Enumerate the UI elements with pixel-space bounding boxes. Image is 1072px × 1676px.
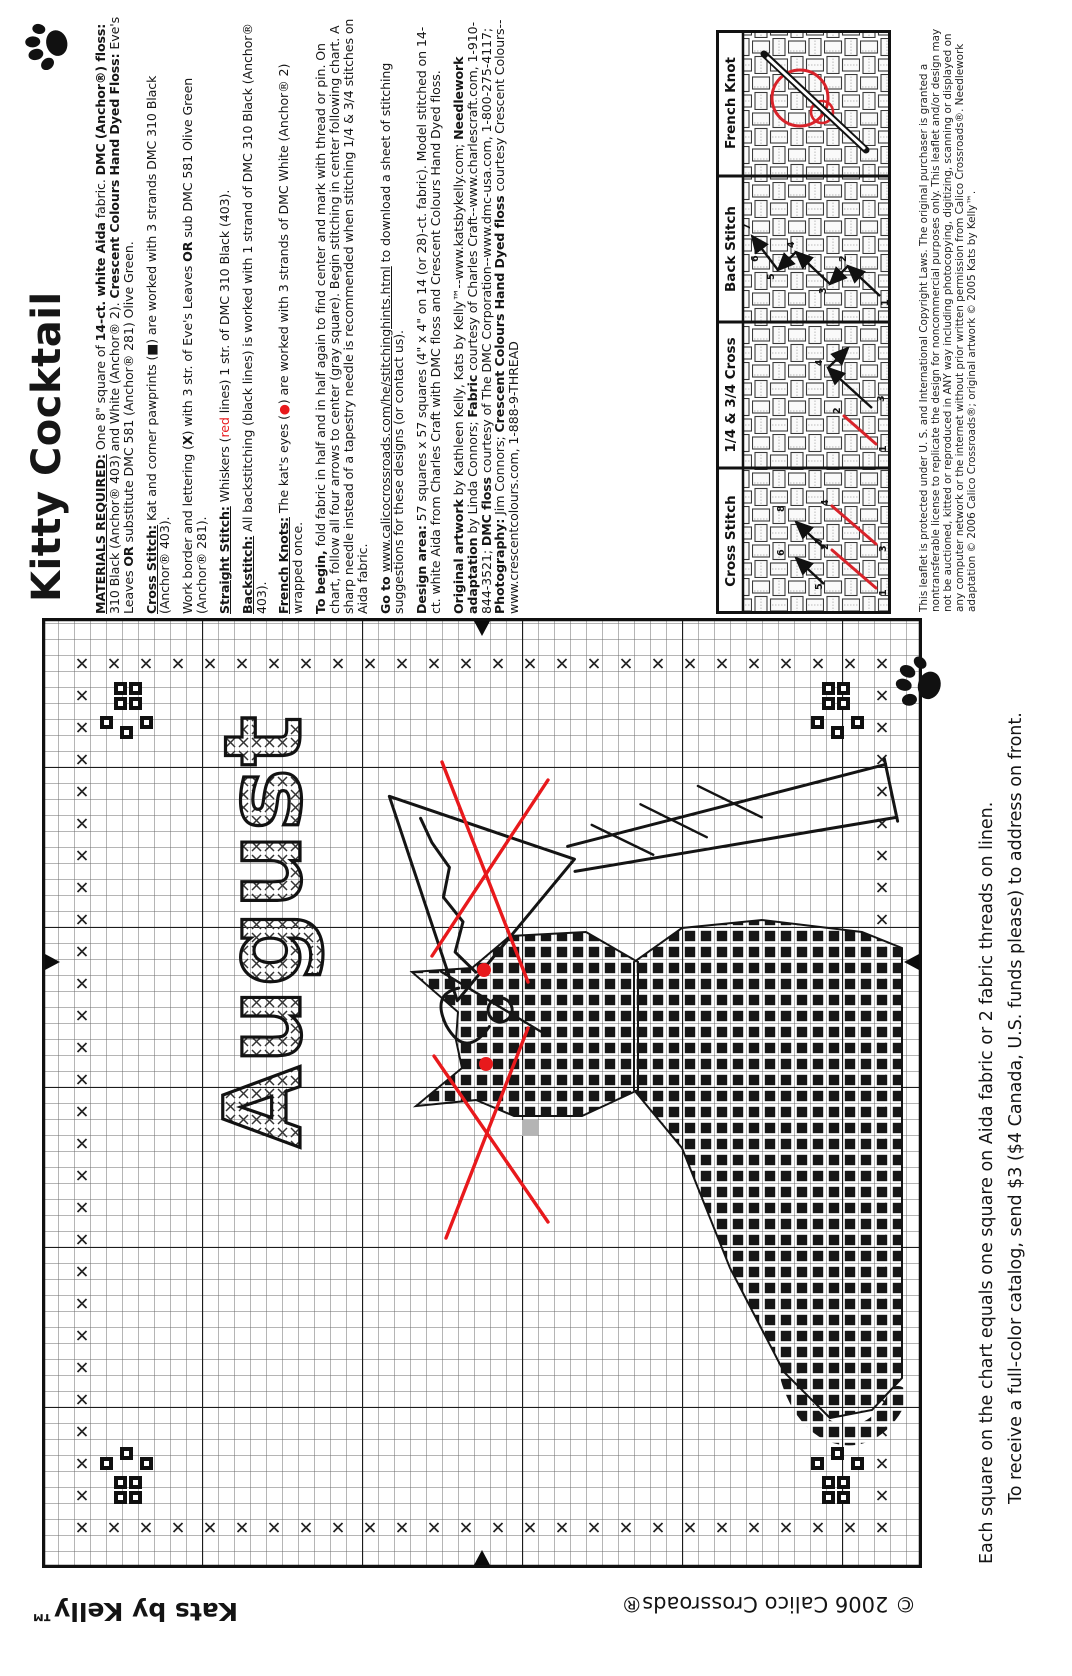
stitching-hints-paragraph: Go to www.calicocrossroads.com/he/stitchinghints.html to download a sheet of stitching suggestions for these designs (or contact us). — [377, 62, 407, 614]
legend-label-quarter-cross: 1/4 & 3/4 Cross — [723, 337, 739, 453]
svg-text:4: 4 — [814, 359, 825, 366]
svg-text:2: 2 — [820, 543, 831, 550]
materials-paragraph: MATERIALS REQUIRED: One 8" square of 14-ct. white Aida fabric. DMC (Anchor®) floss: 310 Black (Anchor® 403) and White (Anchor® 2). Crescent Colours Hand Dyed Floss: Eve's Leaves OR substitute DMC 581 (Anchor® 281) Olive Green. — [93, 16, 136, 614]
french-knots-paragraph: French Knots: The kat's eyes (●) are worked with 3 strands of DMC White (Anchor® 2) wrapped once. — [276, 63, 306, 614]
backstitch-paragraph: Backstitch: All backstitching (black lines) is worked with 1 strand of DMC 310 Black (Anchor® 403). — [239, 23, 269, 614]
svg-text:3: 3 — [878, 545, 889, 552]
svg-text:4: 4 — [820, 499, 831, 506]
svg-text:6: 6 — [750, 255, 761, 262]
svg-text:5: 5 — [766, 273, 777, 280]
calico-crossroads-mark: © 2006 Calico Crossroads® — [621, 1592, 916, 1616]
credits-paragraph: Original artwork by Kathleen Kelly, Kats by Kelly™--www.katsbykelly.com; Needlework adaptation by Linda Connors; Fabric courtesy of Charles Craft--www.charlescraft.com, 1-910-844-3521; DMC floss courtesy of The DMC Corporation--www.dmc-usa.com, 1-800-275-4117; Photography: Jim Connors; Crescent Colours Hand Dyed floss courtesy Crescent Colours--www.crescentcolours.com, 1-888-9-THREAD — [450, 19, 522, 614]
pawprint-icon — [24, 18, 74, 72]
svg-text:8: 8 — [776, 505, 787, 512]
straight-stitch-paragraph: Straight Stitch: Whiskers (red lines) 1 str. of DMC 310 Black (403). — [216, 189, 232, 614]
svg-text:2: 2 — [832, 407, 843, 414]
svg-text:3: 3 — [818, 287, 829, 294]
svg-text:2: 2 — [838, 255, 849, 262]
page-title: Kitty Cocktail — [24, 291, 70, 602]
center-gray-square — [522, 1120, 538, 1136]
svg-text:7: 7 — [814, 537, 825, 544]
pawprint-icon — [894, 654, 948, 712]
svg-text:1: 1 — [878, 589, 889, 596]
instructions-column — [24, 14, 1064, 614]
svg-text:4: 4 — [786, 241, 797, 248]
legend-label-cross-stitch: Cross Stitch — [723, 495, 739, 587]
svg-text:1: 1 — [878, 445, 889, 452]
stitch-chart — [42, 618, 922, 1568]
svg-text:6: 6 — [776, 549, 787, 556]
legend-label-back-stitch: Back Stitch — [723, 206, 739, 292]
legend-label-french-knot: French Knot — [723, 57, 739, 149]
chart-note-catalog: To receive a full-color catalog, send $3 ($4 Canada, U.S. funds please) to address on front. — [1006, 712, 1026, 1504]
to-begin-paragraph: To begin, fold fabric in half and in half again to find center and mark with thread or pin. On chart, follow all four arrows to center (gray square). Begin stitching in center following chart. A sharp needle instead of a tapestry needle is recommended when stitching 1/4 & 3/4 stitches on Aida fabric. — [313, 18, 370, 614]
stitch-legend — [716, 30, 891, 614]
svg-text:7: 7 — [742, 223, 753, 230]
svg-text:5: 5 — [814, 583, 825, 590]
copyright-notice: This leaflet is protected under U. S. and International Copyright Laws. The original purchaser is granted a nontransferable license to replicate the design for noncommercial purposes only. This leaflet and/or design may not be auctioned, kitted or reproduced in ANY way including photocopying, digitizing, scanning or displayed on any computer network or the internet without prior written permission from Calico Crossroads®. Needlework adaptation © 2006 Calico Crossroads®; original artwork © 2005 Kats by Kelly™. — [918, 28, 979, 612]
august-lettering: August — [202, 713, 325, 1148]
kats-by-kelly-mark: Kats by Kelly™ — [29, 1597, 238, 1626]
svg-text:3: 3 — [876, 395, 887, 402]
chart-note-squares: Each square on the chart equals one square on Aida fabric or 2 fabric threads on linen. — [977, 801, 997, 1564]
design-area-paragraph: Design area: 57 squares x 57 squares (4" x 4" on 14 (or 28)-ct. fabric). Model stitched on 14-ct. white Aida from Charles Craft with DMC floss and Crescent Colours Hand Dyed floss. — [414, 26, 444, 614]
svg-text:1: 1 — [880, 299, 891, 306]
cross-stitch-paragraph: Cross Stitch: Kat and corner pawprints (■) are worked with 3 strands DMC 310 Black (Anchor® 403). — [143, 75, 173, 614]
work-border-paragraph: Work border and lettering (X) with 3 str. of Eve's Leaves OR sub DMC 581 Olive Green (Anchor® 281). — [180, 77, 210, 614]
